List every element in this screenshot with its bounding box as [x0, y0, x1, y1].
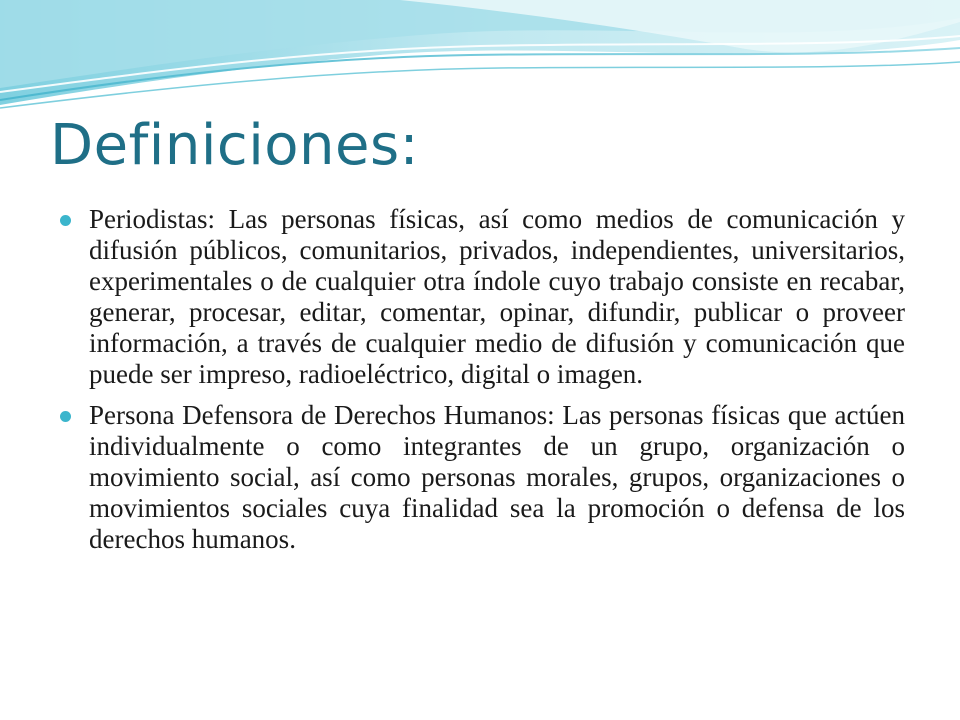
bullet-text: Persona Defensora de Derechos Humanos: Las personas físicas que actúen individualmente o como integrantes de un grupo, organización o movimiento social, así como personas morales, grupos, organizaciones o movimientos sociales cuya finalidad sea la promoción o defensa de los derechos humanos. — [89, 400, 905, 554]
decorative-top-wave — [0, 0, 960, 120]
bullet-item-persona-defensora — [60, 400, 905, 555]
bullet-dot-icon — [60, 411, 71, 422]
bullet-text: Periodistas: Las personas físicas, así como medios de comunicación y difusión públicos, comunitarios, privados, independientes, universitarios, experimentales o de cualquier otra índole cuyo trabajo consiste en recabar, generar, procesar, editar, comentar, opinar, difundir, publicar o proveer información, a través de cualquier medio de difusión y comunicación que puede ser impreso, radioeléctrico, digital o imagen. — [89, 204, 905, 389]
bullet-dot-icon — [60, 215, 71, 226]
slide-title: Definiciones: — [50, 113, 419, 178]
bullet-list — [60, 204, 905, 565]
bullet-item-periodistas — [60, 204, 905, 390]
